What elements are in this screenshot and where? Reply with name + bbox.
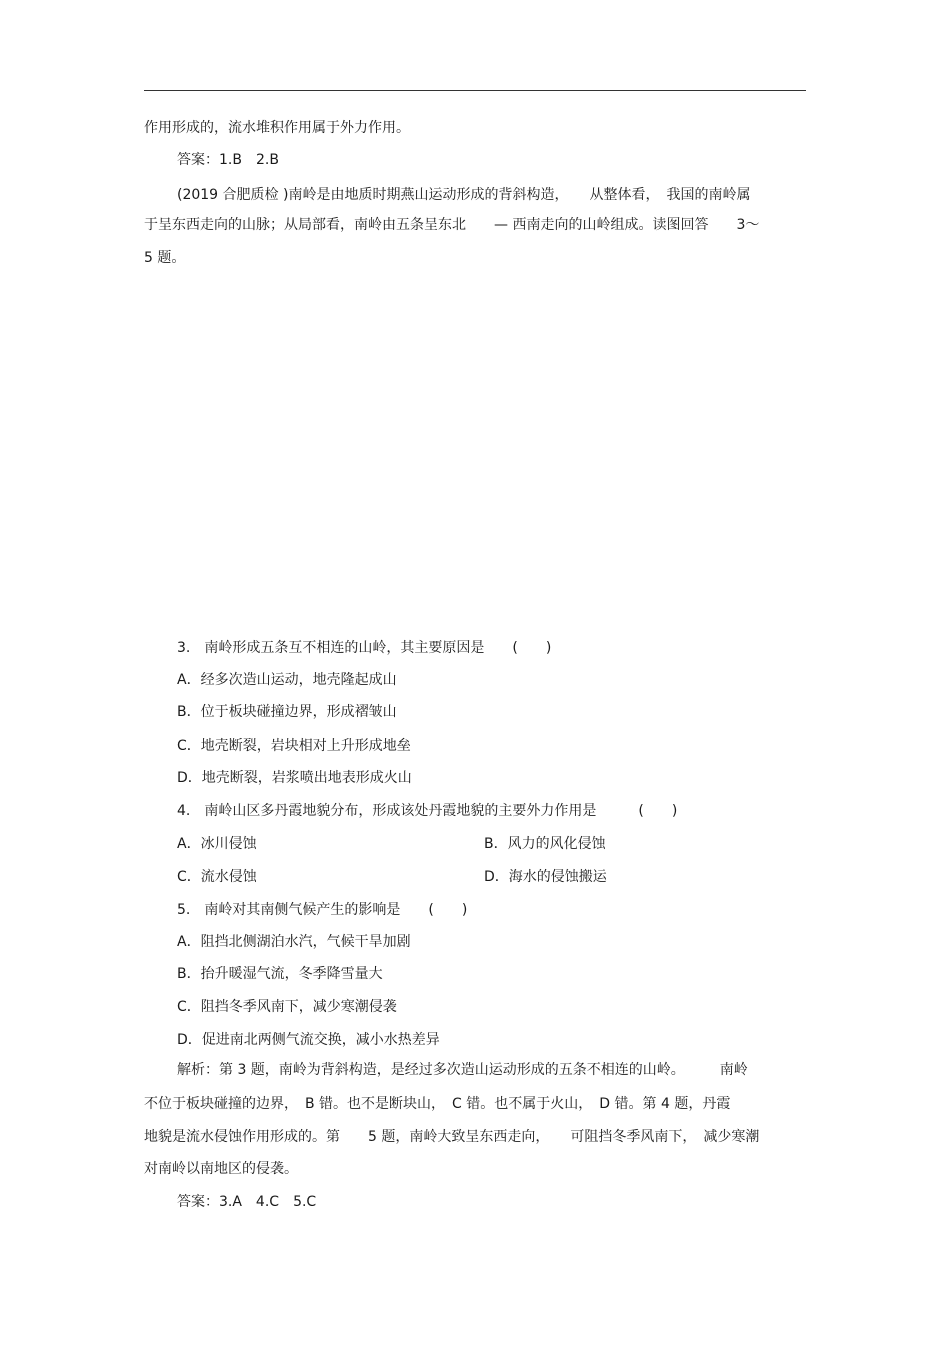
question-3-option-b: B．位于板块碰撞边界，形成褶皱山 <box>177 704 397 720</box>
intro-line: 于呈东西走向的山脉；从局部看，南岭由五条呈东北 — 西南走向的山岭组成。读图回答 3～ <box>144 217 760 233</box>
text-line: 作用形成的，流水堆积作用属于外力作用。 <box>144 120 410 136</box>
analysis-line: 解析：第 3 题，南岭为背斜构造，是经过多次造山运动形成的五条不相连的山岭。 南岭 <box>177 1062 748 1078</box>
analysis-line: 对南岭以南地区的侵袭。 <box>144 1161 298 1177</box>
question-4-option-d: D．海水的侵蚀搬运 <box>484 869 607 885</box>
question-3-stem: 3. 南岭形成五条互不相连的山岭，其主要原因是 ( ) <box>177 640 552 656</box>
question-5-option-c: C．阻挡冬季风南下，减少寒潮侵袭 <box>177 999 397 1015</box>
question-5-option-d: D．促进南北两侧气流交换，减小水热差异 <box>177 1032 440 1048</box>
intro-line: (2019 合肥质检 )南岭是由地质时期燕山运动形成的背斜构造， 从整体看， 我国的南岭属 <box>177 187 751 203</box>
analysis-line: 不位于板块碰撞的边界， B 错。也不是断块山， C 错。也不属于火山， D 错。第 4 题，丹霞 <box>144 1096 731 1112</box>
question-4-option-c: C．流水侵蚀 <box>177 869 257 885</box>
figure-blank-area <box>144 280 806 620</box>
answer-line: 答案：1.B 2.B <box>177 152 279 168</box>
analysis-line: 地貌是流水侵蚀作用形成的。第 5 题，南岭大致呈东西走向， 可阻挡冬季风南下， 减少寒潮 <box>144 1129 760 1145</box>
question-4-option-b: B．风力的风化侵蚀 <box>484 836 606 852</box>
question-4-stem: 4. 南岭山区多丹霞地貌分布，形成该处丹霞地貌的主要外力作用是 ( ) <box>177 803 678 819</box>
question-3-option-c: C．地壳断裂，岩块相对上升形成地垒 <box>177 738 411 754</box>
question-3-option-a: A．经多次造山运动，地壳隆起成山 <box>177 672 397 688</box>
header-rule <box>144 90 806 91</box>
answer-line: 答案：3.A 4.C 5.C <box>177 1194 317 1210</box>
question-5-option-b: B．抬升暖湿气流，冬季降雪量大 <box>177 966 383 982</box>
question-5-option-a: A．阻挡北侧湖泊水汽，气候干旱加剧 <box>177 934 411 950</box>
question-3-option-d: D．地壳断裂，岩浆喷出地表形成火山 <box>177 770 412 786</box>
question-4-option-a: A．冰川侵蚀 <box>177 836 257 852</box>
intro-line: 5 题。 <box>144 250 186 266</box>
question-5-stem: 5. 南岭对其南侧气候产生的影响是 ( ) <box>177 902 468 918</box>
